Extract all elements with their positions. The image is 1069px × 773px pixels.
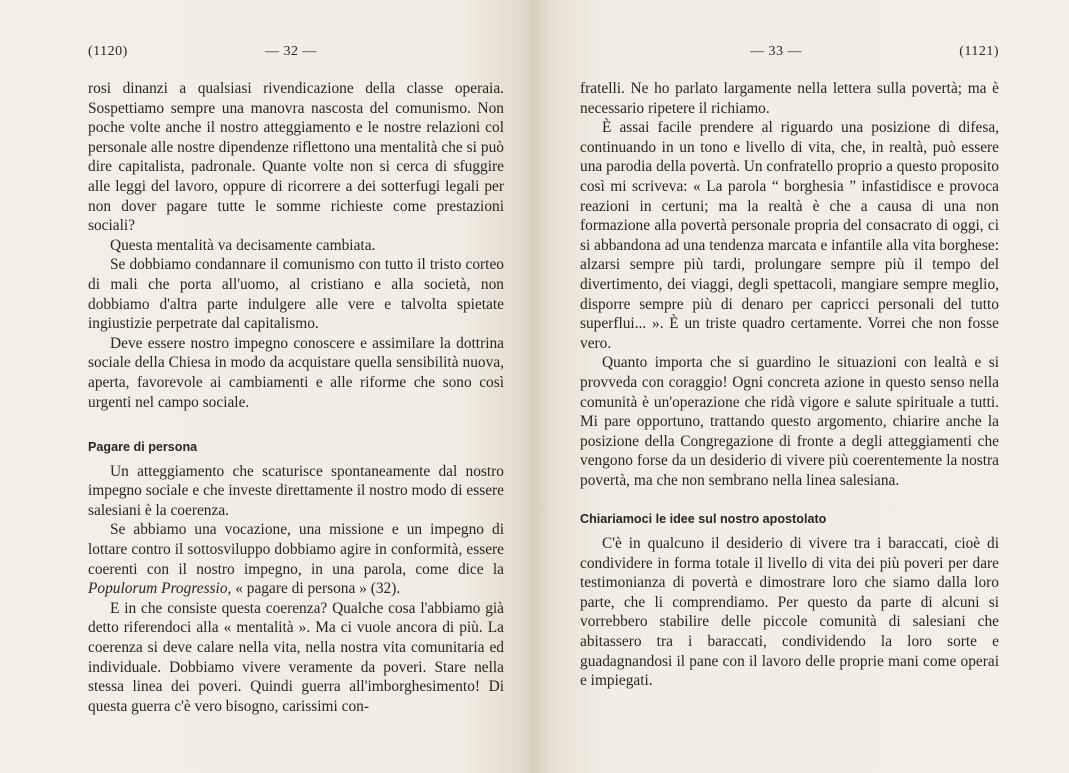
right-page [534,0,1069,773]
paragraph: Se dobbiamo condannare il comunismo con tutto il tristo corteo di mali che porta all'uomo, al cristiano e alla società, non dobbiamo d'altra parte indulgere alle vere e talvolta spietate ingiustizie perpetrate dal capitalismo. [88,256,504,333]
paragraph: È assai facile prendere al riguardo una posizione di difesa, continuando in un tono e livello di vita, che, in realtà, può essere una parodia della povertà. Un confratello proprio a questo proposito così mi scriveva: « La parola “ borghesia ” infastidisce e provoca reazioni in certuni; ma la realtà è che a causa di una non formazione alla povertà personale propria del consacrato di oggi, ci si abbandona ad una tendenza marcata e infantile alla vita borghese: alzarsi sempre più tardi, prolungare sempre più il tempo del divertimento, dei viaggi, degli spettacoli, mangiare sempre meglio, disporre sempre più di denaro per capricci personali del tutto superflui... ». È un triste quadro certamente. Vorrei che non fosse vero. [580,119,999,352]
paragraph: Un atteggiamento che scaturisce spontaneamente dal nostro impegno sociale e che investe direttamente il nostro modo di essere salesiani è la coerenza. [88,462,504,519]
document-title: Populorum Progressio, [88,580,232,598]
paragraph-text: Se abbiamo una vocazione, una missione e un impegno di lottare contro il sottosviluppo dobbiamo agire in conformità, essere coerenti con il nostro impegno, in una parola, come dice la [88,521,504,578]
left-folio: (1120) [88,44,128,59]
right-page-number: — 33 — [750,44,802,59]
right-page-body [580,79,999,691]
paragraph: C'è in qualcuno il desiderio di vivere tra i baraccati, cioè di condividere in forma totale il livello di vita dei più poveri per dare testimonianza di povertà e dimostrare loro che siamo dalla loro parte, che li comprendiamo. Per questo da parte di alcuni si vorrebbero stabilire delle piccole comunità di salesiani che abitassero tra i baraccati, condividendo la loro sorte e guadagnandosi il pane con il lavoro delle proprie mani come operai e impiegati. [580,535,999,690]
paragraph-text: « pagare di persona » (32). [231,580,401,598]
paragraph: Questa mentalità va decisamente cambiata. [110,236,376,254]
left-page-number: — 32 — [265,44,317,59]
section-heading: Pagare di persona [88,440,198,455]
paragraph: Quanto importa che si guardino le situazioni con lealtà e si provveda con coraggio! Ogni concreta azione in questo senso nella comunità è un'operazione che ridà vigore e salute spirituale a tutti. Mi pare opportuno, trattando questo argomento, chiarire anche la posizione della Congregazione di fronte a degli atteggiamenti che vengono forse da un desiderio di vivere più coerentemente la nostra povertà, ma che non sembrano nella linea salesiana. [580,354,999,489]
paragraph: E in che consiste questa coerenza? Qualche cosa l'abbiamo già detto riferendoci alla « mentalità ». Ma ci vuole ancora di più. La coerenza si deve calare nella vita, nella nostra vita comunitaria ed individuale. Dobbiamo vivere veramente da poveri. Stare nella stessa linea dei poveri. Quindi guerra all'imborghesimento! Di questa guerra c'è vero bisogno, carissimi con- [88,599,504,715]
right-page-header [580,44,999,66]
paragraph [88,520,504,598]
right-folio: (1121) [959,44,999,59]
section-heading: Chiariamoci le idee sul nostro apostolato [580,512,827,527]
left-page [0,0,534,773]
paragraph: fratelli. Ne ho parlato largamente nella lettera sulla povertà; ma è necessario ripetere il richiamo. [580,80,999,117]
paragraph: Deve essere nostro impegno conoscere e assimilare la dottrina sociale della Chiesa in modo da acquistare quella sensibilità nuova, aperta, favorevole ai cambiamenti e alle riforme che sono così urgenti nel campo sociale. [88,334,504,411]
left-page-body [88,79,504,716]
paragraph: rosi dinanzi a qualsiasi rivendicazione della classe operaia. Sospettiamo sempre una manovra nascosta del comunismo. Non poche volte anche il nostro atteggiamento e le nostre relazioni col personale alle nostre dipendenze riflettono una mentalità che si può dire capitalista, padronale. Quante volte non si cerca di sfuggire alle leggi del lavoro, oppure di ricorrere a dei sotterfugi legali per non dover pagare tutte le somme richieste come prestazioni sociali? [88,80,504,235]
left-page-header [88,44,504,66]
